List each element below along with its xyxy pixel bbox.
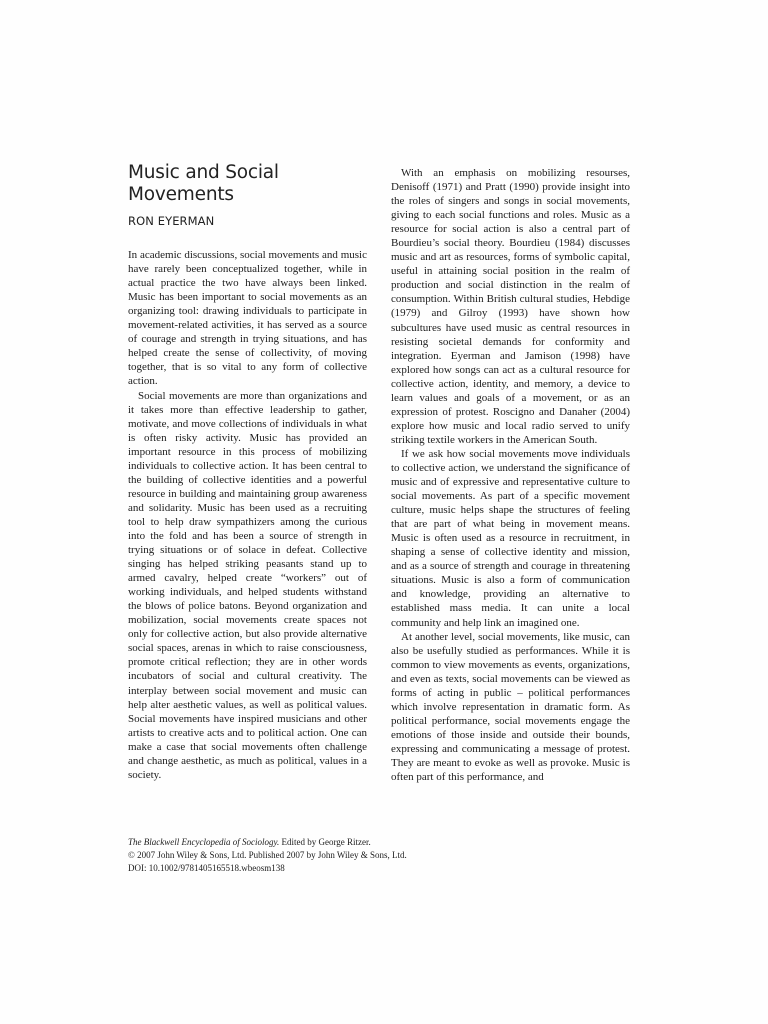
paragraph: Social movements are more than organizations and it takes more than effective leadership to gather, motivate, and move collections of individuals in what is often risky activity. Music has provided an important resource in this process of mobilizing individuals to collective action. It has been central to the building of collective identities and a powerful resource in building and maintaining group awareness and solidarity. Music has been used as a recruiting tool to help draw sympathizers among the curious into the fold and has been a source of strength in trying situations or of solace in defeat. Collective singing has helped striking peasants stand up to armed cavalry, helped create “workers” out of working individuals, and helped students withstand the blows of police batons. Beyond organization and mobilization, social movements create spaces not only for collective action, but also provide alternative social spaces, arenas in which to raise consciousness, promote critical reflection; they are in other words incubators of social and cultural creativity. The interplay between social movement and music can help alter aesthetic values, as well as political values. Social movements have inspired musicians and other artists to creative acts and to political action. One can make a case that social movements often challenge and change aesthetic, as much as political, values in a society.: [128, 389, 367, 781]
copyright-line: © 2007 John Wiley & Sons, Ltd. Published 2007 by John Wiley & Sons, Ltd.: [128, 849, 407, 860]
paragraph: At another level, social movements, like music, can also be usefully studied as performances. While it is common to view movements as events, organizations, and even as texts, social movements can be viewed as forms of acting in public – political performances which involve representation in dramatic form. As political performance, social movements engage the emotions of those inside and outside their bounds, expressing and communicating a message of protest. They are meant to evoke as well as provoke. Music is often part of this performance, and: [391, 630, 630, 784]
paragraph: If we ask how social movements move individuals to collective action, we understand the significance of music and of expressive and representative culture to social movements. As part of a specific movement culture, music helps shape the structures of feeling that are part of what being in movement means. Music is often used as a resource in recruitment, in shaping a sense of collective identity and mission, and as a source of strength and courage in threatening situations. Music is also a form of communication and knowledge, providing an alternative to established mass media. It can unite a local community and help link an imagined one.: [391, 447, 630, 629]
citation-line: [128, 836, 528, 849]
doi-line: DOI: 10.1002/9781405165518.wbeosm138: [128, 862, 285, 873]
left-column: [128, 162, 367, 782]
paragraph: In academic discussions, social movements and music have rarely been conceptualized together, while in actual practice the two have always been linked. Music has been important to social movements as an organizing tool: drawing individuals to participate in movement-related activities, it has served as a source of courage and strength in trying situations, and has helped create the sense of collectivity, of moving together, that is so vital to any form of collective action.: [128, 249, 367, 388]
citation-footer: [128, 836, 528, 874]
right-column: [391, 166, 630, 784]
article-title: Music and Social Movements: [128, 162, 279, 205]
editor-credit: Edited by George Ritzer.: [279, 837, 371, 847]
paragraph: With an emphasis on mobilizing resourses, Denisoff (1971) and Pratt (1990) provide insight into the roles of singers and songs in social movements, giving to each social functions and roles. Music as a resource for social action is also a central part of Bourdieu’s social theory. Bourdieu (1984) discusses music and art as resources, forms of symbolic capital, useful in attaining social position in the realm of production and social distinction in the realm of consumption. Within British cultural studies, Hebdige (1979) and Gilroy (1993) have shown how subcultures have used music as central resources in resisting societal demands for conformity and integration. Eyerman and Jamison (1998) have explored how songs can act as a cultural resource for collective action, identity, and memory, a device to learn values and goals of a movement, or as an expression of protest. Roscigno and Danaher (2004) explore how music and local radio served to unify striking textile workers in the American South.: [391, 167, 630, 446]
article-author: RON EYERMAN: [128, 214, 215, 228]
work-title: The Blackwell Encyclopedia of Sociology.: [128, 837, 280, 847]
